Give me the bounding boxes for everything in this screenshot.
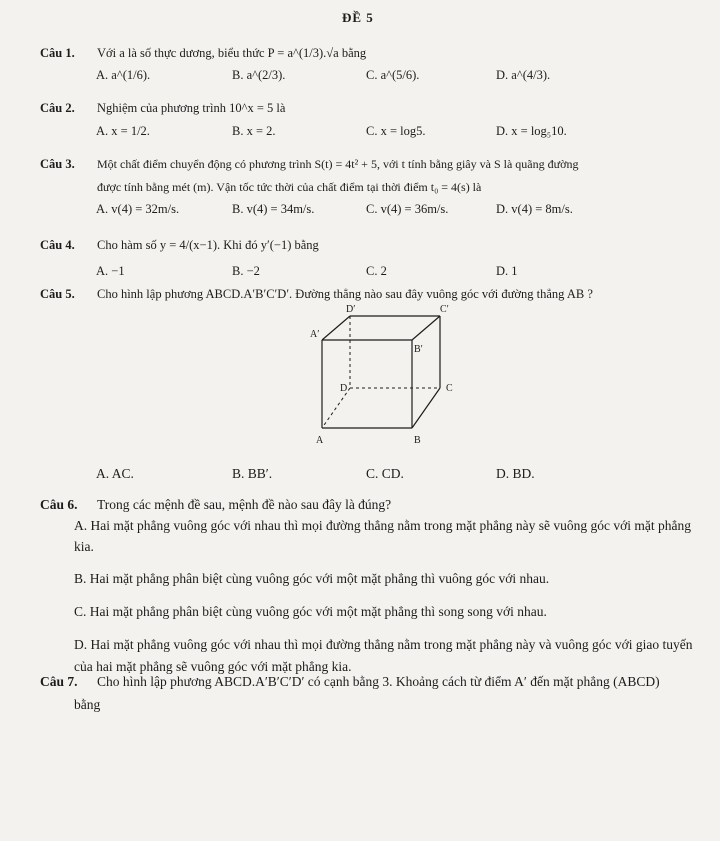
q1-option-c: C. a^(5/6).: [366, 68, 420, 82]
q2-number: Câu 2.: [40, 101, 75, 115]
vertex-label-c1: C′: [440, 304, 449, 315]
q4-option-b: B. −2: [232, 264, 260, 278]
q7-text-cont: bằng: [74, 697, 101, 712]
q6-option-d: D. Hai mặt phẳng vuông góc với nhau thì mọi đường thẳng nằm trong mặt phẳng này và vuông góc với giao tuyến của hai mặt phẳng sẽ vuông góc với mặt phẳng kia.: [74, 637, 693, 674]
q6-option-c: C. Hai mặt phẳng phân biệt cùng vuông góc với một mặt phẳng thì song song với nhau.: [74, 604, 547, 619]
q6-number: Câu 6.: [40, 497, 78, 512]
q2-option-b: B. x = 2.: [232, 124, 276, 138]
vertex-label-a: A: [316, 435, 324, 446]
q1-number: Câu 1.: [40, 46, 75, 60]
vertex-label-b: B: [414, 435, 421, 446]
cube-figure: [300, 302, 470, 452]
q2-text: Nghiệm của phương trình 10^x = 5 là: [97, 101, 286, 115]
vertex-label-a1: A′: [310, 329, 320, 340]
q5-option-b: B. BB′.: [232, 466, 273, 481]
q3-option-d: D. v(4) = 8m/s.: [496, 202, 573, 216]
q3-option-b: B. v(4) = 34m/s.: [232, 202, 315, 216]
q4-option-d: D. 1: [496, 264, 518, 278]
q4-number: Câu 4.: [40, 238, 75, 252]
q1-text: Với a là số thực dương, biểu thức P = a^(1/3).√a bằng: [97, 46, 367, 60]
q5-text: Cho hình lập phương ABCD.A′B′C′D′. Đường thẳng nào sau đây vuông góc với đường thẳng AB ?: [97, 287, 593, 301]
vertex-label-b1: B′: [414, 344, 423, 355]
q4-option-a: A. −1: [96, 264, 125, 278]
q5-option-d: D. BD.: [496, 466, 535, 481]
q4-option-c: C. 2: [366, 264, 387, 278]
q2-option-c: C. x = log5.: [366, 124, 426, 138]
q3-number: Câu 3.: [40, 157, 75, 171]
q5-option-c: C. CD.: [366, 466, 404, 481]
q1-option-b: B. a^(2/3).: [232, 68, 286, 82]
q4-text: Cho hàm số y = 4/(x−1). Khi đó y′(−1) bằng: [97, 238, 319, 252]
q3-text-cont: được tính bằng mét (m). Vận tốc tức thời của chất điểm tại thời điểm t₀ = 4(s) là: [97, 180, 482, 194]
q6-option-a: A. Hai mặt phẳng vuông góc với nhau thì mọi đường thẳng nằm trong mặt phẳng này sẽ vuông góc với mặt phẳng kia.: [74, 518, 692, 554]
q6-option-b: B. Hai mặt phẳng phân biệt cùng vuông góc với một mặt phẳng thì vuông góc với nhau.: [74, 571, 550, 586]
q1-option-d: D. a^(4/3).: [496, 68, 551, 82]
vertex-label-c: C: [446, 383, 453, 394]
q6-text: Trong các mệnh đề sau, mệnh đề nào sau đây là đúng?: [97, 497, 392, 512]
q3-option-c: C. v(4) = 36m/s.: [366, 202, 449, 216]
q1-option-a: A. a^(1/6).: [96, 68, 151, 82]
q5-number: Câu 5.: [40, 287, 75, 301]
q5-option-a: A. AC.: [96, 466, 134, 481]
page-title: ĐỀ 5: [342, 10, 374, 25]
vertex-label-d: D: [340, 383, 348, 394]
q2-option-d: D. x = log₅10.: [496, 124, 567, 138]
q2-option-a: A. x = 1/2.: [96, 124, 150, 138]
q3-text: Một chất điểm chuyển động có phương trình S(t) = 4t² + 5, với t tính bằng giây và S là quãng đường: [97, 157, 579, 171]
q3-option-a: A. v(4) = 32m/s.: [96, 202, 180, 216]
vertex-label-d1: D′: [346, 304, 356, 315]
q7-number: Câu 7.: [40, 674, 78, 689]
q7-text: Cho hình lập phương ABCD.A′B′C′D′ có cạnh bằng 3. Khoảng cách từ điểm A′ đến mặt phẳng (ABCD): [97, 674, 660, 689]
